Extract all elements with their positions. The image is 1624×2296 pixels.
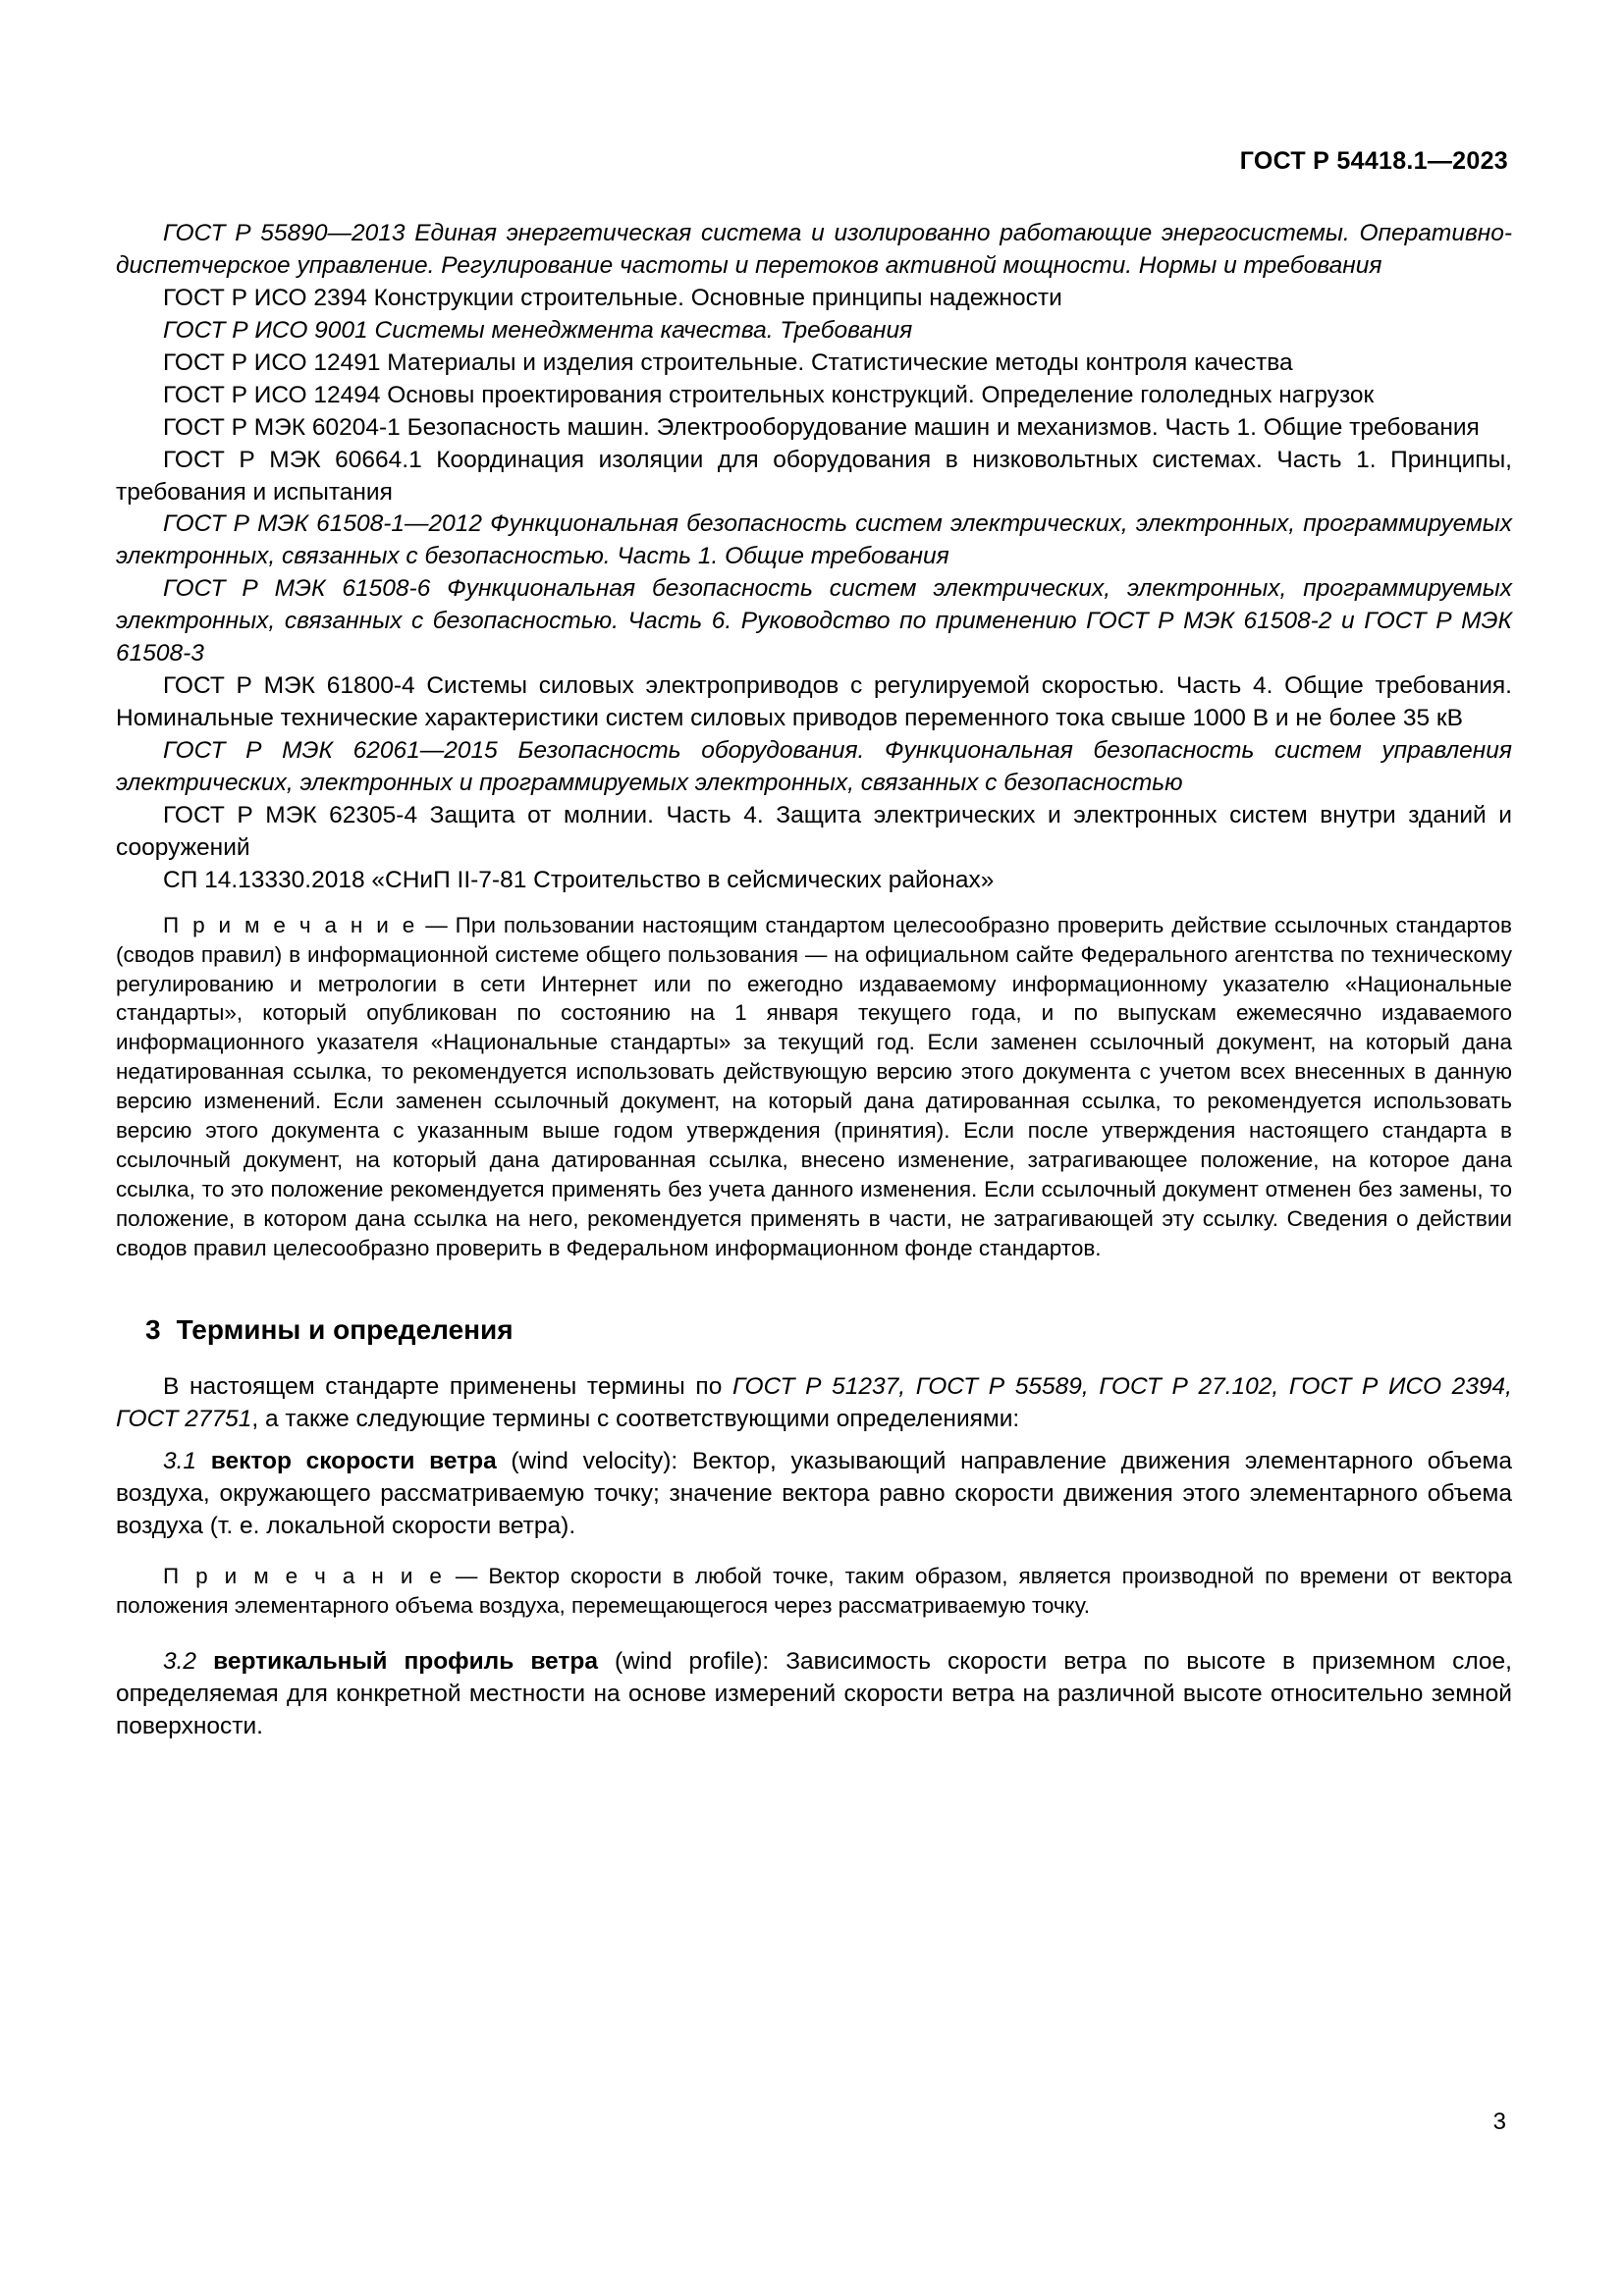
section-title: Термины и определения xyxy=(176,1313,514,1345)
references-note xyxy=(116,911,1512,1263)
term-definition: Зависимость скорости ветра по высоте в приземном слое, определяемая для конкретной местности на основе измерений скорости ветра на различной высоте относительно земной поверхности. xyxy=(116,1648,1512,1740)
reference-item: ГОСТ Р ИСО 2394 Конструкции строительные. Основные принципы надежности xyxy=(163,284,1062,311)
section-intro-text-2: , а также следующие термины с соответствующими определениями: xyxy=(251,1405,1020,1432)
term-note-dash: — xyxy=(444,1564,489,1589)
reference-item: СП 14.13330.2018 «СНиП II-7-81 Строительство в сейсмических районах» xyxy=(163,866,995,893)
page-content xyxy=(116,218,1512,1743)
term-name: вектор скорости ветра xyxy=(210,1447,497,1474)
reference-item: ГОСТ Р МЭК 61800-4 Системы силовых электроприводов с регулируемой скоростью. Часть 4. Общие требования. Номинальные технические характеристики систем силовых приводов переменного тока свыше 1000 В и не более 35 кВ xyxy=(116,672,1512,732)
reference-item: ГОСТ Р 55890—2013 Единая энергетическая система и изолированно работающие энергосистемы. Оперативно-диспетчерское управление. Регулирование частоты и перетоков активной мощности. Нормы и требования xyxy=(116,220,1512,279)
reference-item: ГОСТ Р ИСО 12491 Материалы и изделия строительные. Статистические методы контроля качества xyxy=(163,348,1293,376)
note-label: П р и м е ч а н и е xyxy=(163,912,418,937)
term-note-label: П р и м е ч а н и е xyxy=(163,1564,445,1589)
section-intro xyxy=(116,1371,1512,1436)
reference-item: ГОСТ Р МЭК 62305-4 Защита от молнии. Часть 4. Защита электрических и электронных систем внутри зданий и сооружений xyxy=(116,801,1512,861)
section-intro-references: ГОСТ Р 51237, ГОСТ Р 55589, ГОСТ Р 27.102, ГОСТ Р ИСО 2394, ГОСТ 27751 xyxy=(116,1372,1512,1432)
term-english: (wind velocity): xyxy=(496,1447,692,1474)
note-dash: — xyxy=(417,912,456,937)
reference-item: ГОСТ Р МЭК 60204-1 Безопасность машин. Электрооборудование машин и механизмов. Часть 1. Общие требования xyxy=(163,413,1480,441)
section-number: 3 xyxy=(145,1313,161,1345)
section-intro-text-1: В настоящем стандарте применены термины по xyxy=(163,1372,732,1400)
term-definition: Вектор, указывающий направление движения элементарного объема воздуха, окружающего рассматриваемую точку; значение вектора равно скорости движения этого элементарного объема воздуха (т. е. локальной скорости ветра). xyxy=(116,1447,1512,1539)
page-number: 3 xyxy=(1492,2109,1506,2135)
reference-item: ГОСТ Р МЭК 60664.1 Координация изоляции для оборудования в низковольтных системах. Часть 1. Принципы, требования и испытания xyxy=(116,446,1512,506)
term-entry xyxy=(116,1446,1512,1543)
term-english: (wind profile): xyxy=(597,1648,786,1676)
reference-item: ГОСТ Р МЭК 61508-6 Функциональная безопасность систем электрических, электронных, программируемых электронных, связанных с безопасностью. Часть 6. Руководство по применению ГОСТ Р МЭК 61508-2 и ГОСТ Р МЭК 61508-3 xyxy=(116,575,1512,667)
reference-item: ГОСТ Р ИСО 12494 Основы проектирования строительных конструкций. Определение гололедных нагрузок xyxy=(163,381,1375,408)
term-index: 3.2 xyxy=(163,1648,197,1676)
term-index: 3.1 xyxy=(163,1447,197,1474)
term-note-text: Вектор скорости в любой точке, таким образом, является производной по времени от вектора положения элементарного объема воздуха, перемещающегося через рассматриваемую точку. xyxy=(116,1564,1512,1619)
term-entry xyxy=(116,1646,1512,1743)
normative-references-list xyxy=(116,218,1512,897)
term-name: вертикальный профиль ветра xyxy=(213,1648,598,1676)
page-header-standard-id: ГОСТ Р 54418.1—2023 xyxy=(1239,147,1508,175)
reference-item: ГОСТ Р МЭК 62061—2015 Безопасность оборудования. Функциональная безопасность систем управления электрических, электронных и программируемых электронных, связанных с безопасностью xyxy=(116,737,1512,796)
note-text: При пользовании настоящим стандартом целесообразно проверить действие ссылочных стандартов (сводов правил) в информационной системе общего пользования — на официальном сайте Федерального агентства по техническому регулированию и метрологии в сети Интернет или по ежегодно издаваемому информационному указателю «Национальные стандарты», который опубликован по состоянию на 1 января текущего года, и по выпускам ежемесячно издаваемого информационного указателя «Национальные стандарты» за текущий год. Если заменен ссылочный документ, на который дана недатированная ссылка, то рекомендуется использовать действующую версию этого документа с учетом всех внесенных в данную версию изменений. Если заменен ссылочный документ, на который дана датированная ссылка, то рекомендуется использовать версию этого документа с указанным выше годом утверждения (принятия). Если после утверждения настоящего стандарта в ссылочный документ, на который дана датированная ссылка, внесено изменение, затрагивающее положение, на которое дана ссылка, то это положение рекомендуется применять без учета данного изменения. Если ссылочный документ отменен без замены, то положение, в котором дана ссылка на него, рекомендуется применять в части, не затрагивающей эту ссылку. Сведения о действии сводов правил целесообразно проверить в Федеральном информационном фонде стандартов. xyxy=(116,912,1512,1260)
reference-item: ГОСТ Р МЭК 61508-1—2012 Функциональная безопасность систем электрических, электронных, программируемых электронных, связанных с безопасностью. Часть 1. Общие требования xyxy=(116,510,1512,570)
term-note xyxy=(116,1562,1512,1621)
reference-item: ГОСТ Р ИСО 9001 Системы менеджмента качества. Требования xyxy=(163,316,913,344)
section-heading xyxy=(116,1314,1512,1346)
